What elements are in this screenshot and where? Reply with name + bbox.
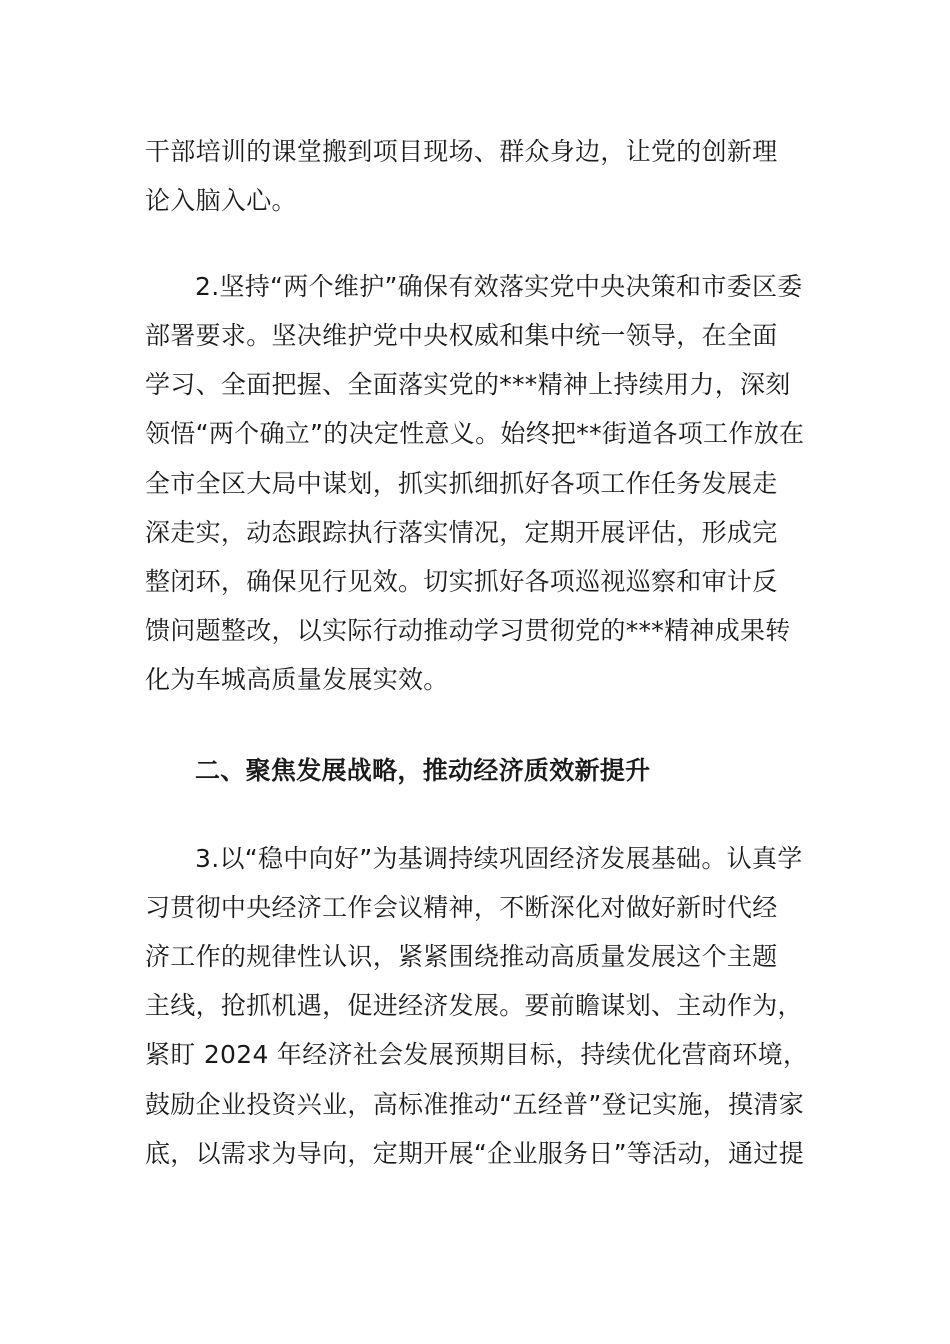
text-line: 济工作的规律性认识，紧紧围绕推动高质量发展这个主题	[145, 942, 778, 971]
text-line: 习贯彻中央经济工作会议精神，不断深化对做好新时代经	[145, 893, 778, 922]
text-line: 整闭环，确保见行见效。切实抓好各项巡视巡察和审计反	[145, 567, 778, 596]
text-line: 领悟“两个确立”的决定性意义。始终把**街道各项工作放在	[145, 419, 805, 448]
text-line: 2.坚持“两个维护”确保有效落实党中央决策和市委区委	[195, 272, 803, 301]
text-line: 馈问题整改，以实际行动推动学习贯彻党的***精神成果转	[145, 616, 791, 645]
text-line: 深走实，动态跟踪执行落实情况，定期开展评估，形成完	[145, 518, 778, 547]
section-heading: 二、聚焦发展战略，推动经济质效新提升	[195, 756, 651, 785]
text-line: 主线，抢抓机遇，促进经济发展。要前瞻谋划、主动作为，	[145, 991, 803, 1020]
text-line: 化为车城高质量发展实效。	[145, 665, 449, 694]
text-line: 全市全区大局中谋划，抓实抓细抓好各项工作任务发展走	[145, 469, 778, 498]
text-line: 紧盯 2024 年经济社会发展预期目标，持续优化营商环境，	[145, 1040, 809, 1069]
text-line: 鼓励企业投资兴业，高标准推动“五经普”登记实施，摸清家	[145, 1090, 805, 1119]
text-line: 3.以“稳中向好”为基调持续巩固经济发展基础。认真学	[195, 844, 803, 873]
text-line: 学习、全面把握、全面落实党的***精神上持续用力，深刻	[145, 370, 791, 399]
text-line: 底，以需求为导向，定期开展“企业服务日”等活动，通过提	[145, 1139, 805, 1168]
text-line: 部署要求。坚决维护党中央权威和集中统一领导，在全面	[145, 321, 778, 350]
text-line: 干部培训的课堂搬到项目现场、群众身边，让党的创新理	[145, 137, 778, 166]
text-line: 论入脑入心。	[145, 186, 297, 215]
